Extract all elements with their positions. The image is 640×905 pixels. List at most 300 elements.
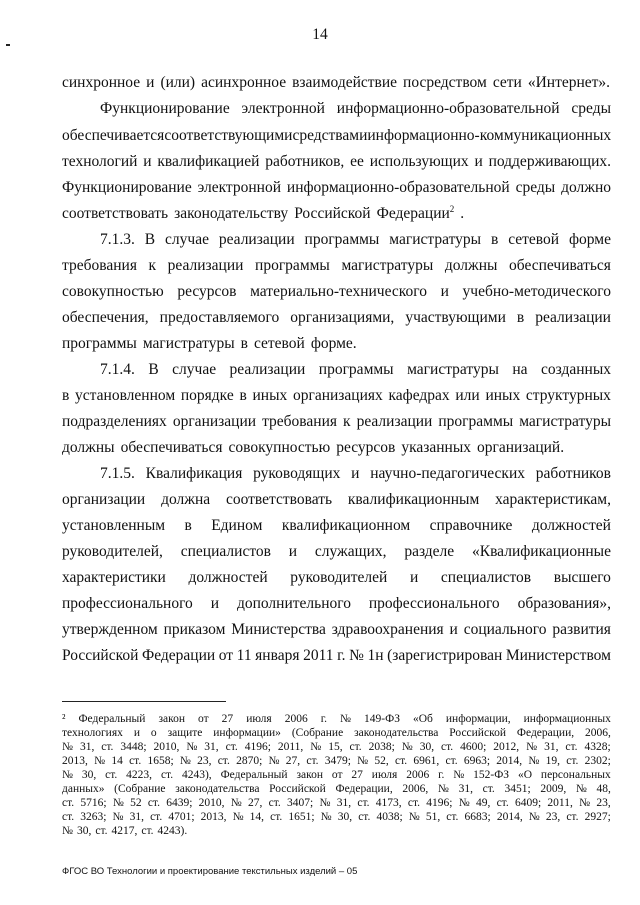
word: реализации	[218, 231, 295, 248]
word: магистратуры	[407, 361, 499, 378]
word: 6963;	[463, 755, 491, 767]
word: 30,	[81, 769, 97, 781]
word: и	[351, 465, 360, 482]
word: посредством	[403, 74, 487, 91]
word: и	[409, 569, 419, 586]
word: №	[179, 755, 191, 767]
word: 27,	[285, 755, 301, 767]
word: установленным	[62, 517, 166, 534]
word: 1658;	[147, 755, 174, 767]
word: обеспечиваться	[120, 439, 223, 456]
word: должностей	[531, 517, 611, 534]
word: 2006	[406, 769, 430, 781]
word: форме.	[310, 335, 357, 352]
word: 1н	[367, 647, 384, 664]
word: ст.	[358, 811, 371, 823]
word: законодательства	[354, 727, 439, 739]
word: должны	[444, 257, 498, 274]
text-line	[62, 621, 611, 639]
word: ст.	[95, 825, 108, 837]
word: 2010,	[153, 741, 180, 753]
word: должностей	[188, 569, 268, 586]
footnote-ref: 2	[449, 203, 455, 214]
footnote-line	[62, 811, 611, 823]
word: от	[198, 713, 209, 725]
word: организации	[62, 491, 146, 508]
word: №	[526, 741, 538, 753]
word: №	[310, 741, 322, 753]
word: 23,	[596, 797, 611, 809]
word: материально-технического	[250, 283, 427, 300]
word: 23,	[197, 755, 212, 767]
word: должно	[561, 179, 611, 196]
word: организациями,	[290, 309, 395, 326]
word: развития	[552, 621, 611, 638]
word: 3479;	[324, 755, 351, 767]
word: научно-педагогических	[370, 465, 525, 482]
word: созданных	[541, 361, 611, 378]
word: 3407;	[287, 797, 314, 809]
word: января	[255, 647, 300, 664]
word: поддерживающих.	[488, 153, 611, 170]
word: 2927;	[584, 811, 611, 823]
word: соответствующими	[164, 127, 293, 144]
word: соответствовать	[225, 491, 333, 508]
word: ст.	[225, 741, 238, 753]
word: 4196;	[426, 797, 453, 809]
word: порядке	[180, 387, 234, 404]
word: 31,	[544, 741, 559, 753]
word: в	[516, 309, 525, 326]
word: №	[112, 811, 124, 823]
word: ст.	[565, 741, 578, 753]
word: 15,	[328, 741, 343, 753]
word: В	[144, 231, 156, 248]
word: обеспечиваться	[509, 257, 611, 274]
word: случае	[172, 361, 217, 378]
word: 7.1.3.	[100, 231, 135, 248]
word: обеспечивается	[62, 127, 165, 144]
word: ст.	[268, 797, 281, 809]
word: должны	[62, 439, 115, 456]
word: закон	[296, 769, 323, 781]
word: случае	[165, 231, 209, 248]
word: работников,	[265, 153, 345, 170]
word: 4701;	[168, 811, 195, 823]
word: подразделениях	[62, 413, 167, 430]
word: Федерации$^2$ .	[376, 203, 465, 222]
word: совокупностью	[62, 283, 164, 300]
word: 2010,	[198, 797, 225, 809]
word: 5716;	[80, 797, 107, 809]
word: совокупностью	[228, 439, 331, 456]
word: 31,	[204, 741, 219, 753]
word: 27,	[248, 797, 263, 809]
word: г.	[438, 769, 445, 781]
text-line	[62, 413, 611, 431]
word: квалификацией	[157, 153, 260, 170]
word: ст.	[270, 811, 283, 823]
word: магистратуры	[389, 231, 482, 248]
word: 152-ФЗ	[473, 769, 510, 781]
word: электронной	[197, 179, 282, 196]
word: справочнике	[429, 517, 513, 534]
word: программы	[318, 361, 394, 378]
word: ресурсов	[177, 283, 237, 300]
word: №	[528, 755, 540, 767]
text-line	[62, 491, 611, 509]
word: 27	[221, 713, 234, 725]
word: «О	[517, 769, 533, 781]
word: в	[239, 387, 247, 404]
word: июля	[371, 769, 398, 781]
text-line	[100, 465, 611, 483]
word: 2011,	[547, 797, 573, 809]
word: Российской	[269, 783, 326, 795]
word: установленном	[75, 387, 176, 404]
word: Федеральный	[78, 713, 146, 725]
word: взаимодействие	[292, 74, 398, 91]
word: Министерством	[505, 647, 611, 664]
word: 30,	[337, 811, 353, 823]
word: ст.	[566, 755, 579, 767]
word: обеспечения,	[62, 309, 149, 326]
word: г.	[337, 647, 346, 664]
word: №	[320, 811, 332, 823]
word: №	[94, 755, 106, 767]
text-line	[62, 179, 611, 197]
word: 2011	[303, 647, 334, 664]
word: 4196;	[244, 741, 271, 753]
word: Функционирование	[62, 179, 192, 196]
word: профессионального	[368, 595, 500, 612]
word: и	[288, 543, 298, 560]
word: к	[343, 413, 351, 430]
word: технологиях	[62, 727, 123, 739]
word: информации,	[445, 713, 511, 725]
word: и	[143, 153, 152, 170]
word: и	[440, 283, 449, 300]
word: 6439;	[166, 797, 193, 809]
word: 6409;	[514, 797, 542, 809]
word: информационно-образовательной	[336, 100, 560, 117]
word: на	[512, 361, 528, 378]
word: июля	[246, 713, 272, 725]
word: №	[62, 741, 73, 753]
text-line	[62, 127, 611, 145]
text-line	[100, 361, 611, 379]
word: ст.	[445, 755, 458, 767]
word: данных»	[62, 783, 105, 795]
word: 3451;	[504, 783, 531, 795]
word: №	[268, 755, 280, 767]
word: асинхронное	[201, 74, 287, 91]
text-line	[62, 543, 611, 561]
text-line	[62, 309, 611, 327]
word: 31,	[129, 811, 144, 823]
word: персональных	[540, 769, 611, 781]
word: Федеральный	[220, 769, 288, 781]
word: программы	[255, 257, 330, 274]
word: 4328;	[584, 741, 611, 753]
word: профессионального	[62, 595, 193, 612]
word: 2870;	[236, 755, 263, 767]
word: №	[575, 783, 587, 795]
word: 52	[130, 797, 142, 809]
word: 2006	[284, 713, 308, 725]
word: ст.	[147, 797, 160, 809]
word: программы	[438, 413, 514, 430]
footnote-line	[62, 797, 611, 809]
scan-mark	[6, 44, 10, 46]
word: (зарегистрирован	[387, 647, 503, 664]
word: требования	[262, 413, 338, 430]
word: информационно-образовательной	[286, 179, 510, 196]
word: 2302;	[584, 755, 611, 767]
word: Федерации,	[516, 727, 575, 739]
text-line	[62, 257, 611, 275]
word: 2013,	[62, 755, 88, 767]
word: 2014,	[496, 755, 523, 767]
word: ²	[62, 713, 66, 725]
word: учебно-методического	[462, 283, 611, 300]
word: предоставляемого	[159, 309, 280, 326]
word: №	[232, 811, 244, 823]
word: организациях	[292, 387, 383, 404]
word: характеристикам,	[495, 491, 611, 508]
word: Российской	[449, 727, 506, 739]
word: в	[490, 231, 499, 248]
footnote-line	[62, 755, 611, 767]
word: сетевой	[508, 231, 560, 248]
word: №	[319, 797, 331, 809]
word: использующих	[369, 153, 469, 170]
word: 14,	[249, 811, 265, 823]
word: 2011,	[277, 741, 304, 753]
word: ст.	[141, 825, 154, 837]
word: №	[230, 797, 242, 809]
word: 4217,	[111, 825, 138, 837]
word: или	[455, 387, 480, 404]
word: информационных	[523, 713, 611, 725]
word: ее	[350, 153, 364, 170]
footnote-line	[62, 769, 611, 781]
word: требования	[62, 257, 137, 274]
word: 48,	[596, 783, 611, 795]
word: синхронное	[62, 74, 141, 91]
word: ст.	[306, 755, 319, 767]
word: 31,	[458, 783, 473, 795]
footnote-line	[62, 825, 611, 837]
text-line	[62, 595, 611, 613]
word: от	[218, 647, 234, 664]
word: среды	[571, 100, 611, 117]
word: 4243),	[181, 769, 212, 781]
word: Министерства	[231, 621, 326, 638]
word: ресурсов	[336, 439, 396, 456]
word: программы	[62, 335, 137, 352]
word: №	[453, 769, 465, 781]
word: Федерации,	[335, 783, 393, 795]
word: ст.	[101, 741, 114, 753]
word: №	[528, 811, 540, 823]
word: 31,	[336, 797, 352, 809]
word: ст.	[160, 769, 174, 781]
word: квалификационном	[281, 517, 411, 534]
word: здравоохранения	[331, 621, 444, 638]
word: 2013,	[200, 811, 227, 823]
word: руководителей,	[62, 543, 163, 560]
word: руководителей	[290, 569, 388, 586]
word: «Об	[412, 713, 433, 725]
word: (Собрание	[114, 783, 166, 795]
word: 27	[351, 769, 363, 781]
footnote-line	[62, 713, 611, 725]
footnote-line	[62, 727, 611, 739]
text-line	[62, 335, 611, 353]
text-line	[100, 100, 611, 118]
word: программы	[304, 231, 380, 248]
word: №	[112, 797, 124, 809]
word: 4038;	[376, 811, 403, 823]
text-line	[62, 74, 611, 92]
word: №	[340, 713, 352, 725]
word: образования»,	[517, 595, 611, 612]
word: 52,	[374, 755, 389, 767]
word: структурных	[525, 387, 611, 404]
word: участвующими	[405, 309, 506, 326]
word: и	[449, 621, 458, 638]
word: 4243).	[157, 825, 188, 837]
word: ст.	[349, 741, 362, 753]
word: иных	[252, 387, 288, 404]
word: утвержденном	[62, 621, 158, 638]
word: форме	[568, 231, 611, 248]
word: ст.	[446, 811, 459, 823]
word: соответствовать	[62, 205, 169, 222]
word: служащих,	[314, 543, 387, 560]
word: специалистов	[440, 569, 532, 586]
word: Функционирование	[100, 100, 230, 117]
word: 30,	[419, 741, 435, 753]
word: ст.	[496, 797, 509, 809]
footnote-separator	[62, 701, 226, 702]
word: ст.	[217, 755, 230, 767]
word: реализации	[167, 257, 244, 274]
word: ст.	[62, 797, 75, 809]
word: защите	[167, 727, 203, 739]
text-line	[62, 439, 611, 457]
word: реализации	[229, 361, 306, 378]
word: 11	[236, 647, 252, 664]
word: 7.1.5.	[100, 465, 135, 482]
word: законодательству	[174, 205, 289, 222]
word: ст.	[441, 741, 454, 753]
word: и	[210, 595, 220, 612]
word: 3263;	[80, 811, 107, 823]
word: сетевой	[253, 335, 305, 352]
text-line	[62, 647, 611, 665]
word: ст.	[566, 811, 579, 823]
word: сети	[492, 74, 522, 91]
word: №	[357, 755, 369, 767]
word: №	[62, 825, 73, 837]
word: магистратуры	[142, 335, 235, 352]
word: к	[148, 257, 157, 274]
word: магистратуры	[519, 413, 611, 430]
word: 14	[111, 755, 123, 767]
word: кафедрах	[388, 387, 450, 404]
word: 2006,	[402, 783, 429, 795]
word: 3448;	[120, 741, 147, 753]
word: организации	[172, 413, 257, 430]
word: В	[148, 361, 159, 378]
word: 1651;	[288, 811, 315, 823]
word: №	[186, 741, 198, 753]
word: Едином	[211, 517, 263, 534]
word: средствами	[292, 127, 368, 144]
word: работников	[535, 465, 611, 482]
word: ст.	[62, 811, 75, 823]
word: электронной	[241, 100, 325, 117]
word: г.	[320, 713, 328, 725]
word: среды	[515, 179, 556, 196]
word: 2038;	[368, 741, 395, 753]
word: информации»	[213, 727, 281, 739]
word: иных	[485, 387, 521, 404]
word: 4173,	[375, 797, 402, 809]
word: №	[62, 769, 73, 781]
text-line	[62, 283, 611, 301]
word: ст.	[482, 783, 495, 795]
word: 31,	[79, 741, 95, 753]
page-number: 14	[312, 26, 328, 43]
text-line	[62, 387, 611, 405]
word: (Собрание	[291, 727, 344, 739]
word: дополнительного	[236, 595, 351, 612]
word: о	[150, 727, 157, 739]
word: закон	[158, 713, 186, 725]
text-line	[62, 153, 611, 171]
word: №	[458, 797, 470, 809]
word: указанных	[401, 439, 472, 456]
word: законодательства	[175, 783, 260, 795]
word: 4223,	[126, 769, 153, 781]
word: 2009,	[540, 783, 567, 795]
word: 2014,	[496, 811, 523, 823]
word: 149-ФЗ	[364, 713, 400, 725]
word: высшего	[553, 569, 611, 586]
word: организаций.	[477, 439, 565, 456]
word: №	[579, 797, 591, 809]
text-line	[62, 569, 611, 587]
word: в	[240, 335, 248, 352]
word: ст.	[407, 797, 421, 809]
word: 19,	[545, 755, 560, 767]
word: в	[62, 387, 70, 404]
word: 2012,	[493, 741, 520, 753]
word: ст.	[105, 769, 118, 781]
word: «Интернет».	[527, 74, 611, 91]
word: №	[437, 783, 449, 795]
word: №	[349, 647, 364, 664]
word: Российской	[294, 205, 371, 222]
word: 23,	[545, 811, 561, 823]
word: должна	[161, 491, 211, 508]
word: приказом	[163, 621, 226, 638]
word: информационно-коммуникационных	[367, 127, 612, 144]
word: ст.	[357, 797, 370, 809]
